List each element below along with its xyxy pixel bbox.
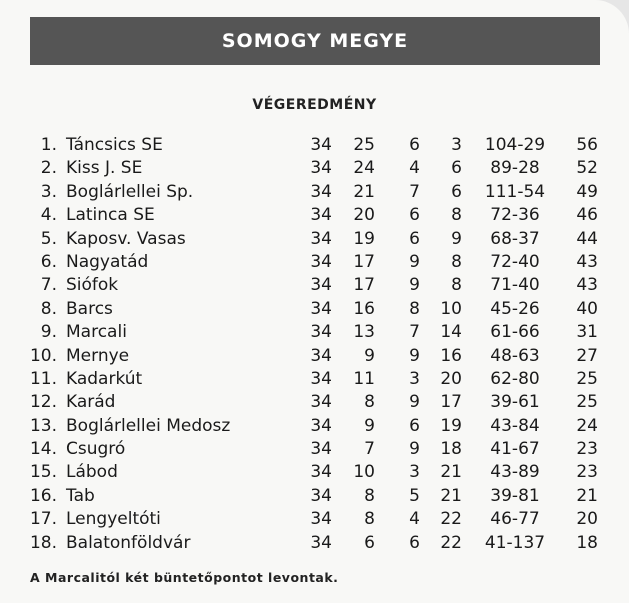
played-cell: 34 [310,485,332,506]
played-cell: 34 [310,532,332,553]
table-row [0,461,629,484]
page-title: SOMOGY MEGYE [221,30,409,52]
table-row [0,415,629,438]
team-name-cell: Csugró [66,439,126,460]
lost-cell: 6 [451,181,462,202]
drawn-cell: 9 [409,345,420,366]
table-row [0,321,629,344]
played-cell: 34 [310,205,332,226]
goals-cell: 45-26 [490,298,540,319]
played-cell: 34 [310,298,332,319]
won-cell: 8 [364,392,375,413]
drawn-cell: 5 [409,485,420,506]
played-cell: 34 [310,158,332,179]
table-row [0,508,629,531]
played-cell: 34 [310,251,332,272]
position-cell: 3. [40,181,57,202]
lost-cell: 3 [451,135,462,155]
lost-cell: 22 [440,509,462,530]
team-name-cell: Siófok [66,275,119,296]
goals-cell: 68-37 [490,228,540,249]
played-cell: 34 [310,368,332,389]
table-row [0,438,629,461]
lost-cell: 16 [440,345,462,366]
header-bar [30,17,600,65]
played-cell: 34 [310,392,332,413]
team-name-cell: Nagyatád [66,251,149,272]
points-cell: 27 [576,345,598,366]
won-cell: 9 [364,415,375,436]
points-cell: 31 [576,322,598,343]
position-cell: 8. [40,298,57,319]
won-cell: 8 [364,485,375,506]
team-name-cell: Lengyeltóti [66,509,161,530]
goals-cell: 41-137 [484,532,546,553]
table-row [0,532,629,555]
lost-cell: 9 [451,228,462,249]
drawn-cell: 6 [409,135,420,155]
won-cell: 17 [353,275,375,296]
lost-cell: 8 [451,251,462,272]
drawn-cell: 7 [409,322,420,343]
drawn-cell: 4 [409,509,420,530]
played-cell: 34 [310,135,332,155]
won-cell: 9 [364,345,375,366]
team-name-cell: Tab [66,485,95,506]
won-cell: 24 [353,158,375,179]
team-name-cell: Mernye [66,345,130,366]
points-cell: 56 [576,135,598,155]
lost-cell: 22 [440,532,462,553]
points-cell: 21 [576,485,598,506]
lost-cell: 8 [451,205,462,226]
played-cell: 34 [310,415,332,436]
table-row [0,228,629,251]
position-cell: 18. [29,532,57,553]
position-cell: 10. [29,345,57,366]
won-cell: 11 [353,368,375,389]
played-cell: 34 [310,462,332,483]
drawn-cell: 6 [409,532,420,553]
goals-cell: 43-84 [490,415,540,436]
played-cell: 34 [310,322,332,343]
position-cell: 4. [40,205,57,226]
team-name-cell: Kadarkút [66,368,143,389]
won-cell: 7 [364,439,375,460]
position-cell: 7. [40,275,57,296]
table-row [0,181,629,204]
goals-cell: 48-63 [490,345,540,366]
drawn-cell: 4 [409,158,420,179]
team-name-cell: Kiss J. SE [66,158,143,179]
drawn-cell: 9 [409,275,420,296]
goals-cell: 46-77 [490,509,540,530]
lost-cell: 17 [440,392,462,413]
points-cell: 49 [576,181,598,202]
table-row [0,368,629,391]
position-cell: 11. [29,368,57,389]
drawn-cell: 6 [409,228,420,249]
team-name-cell: Boglárlellei Medosz [66,415,231,436]
points-cell: 24 [576,415,598,436]
position-cell: 5. [40,228,57,249]
position-cell: 2. [40,158,57,179]
goals-cell: 89-28 [490,158,540,179]
points-cell: 25 [576,392,598,413]
table-row [0,485,629,508]
position-cell: 9. [40,322,57,343]
lost-cell: 10 [440,298,462,319]
lost-cell: 8 [451,275,462,296]
points-cell: 25 [576,368,598,389]
team-name-cell: Lábod [66,462,118,483]
played-cell: 34 [310,275,332,296]
points-cell: 18 [576,532,598,553]
table-row [0,274,629,297]
position-cell: 6. [40,251,57,272]
table-row [0,391,629,414]
lost-cell: 6 [451,158,462,179]
played-cell: 34 [310,345,332,366]
position-cell: 14. [29,439,57,460]
lost-cell: 21 [440,485,462,506]
goals-cell: 41-67 [490,439,540,460]
goals-cell: 104-29 [484,135,546,155]
played-cell: 34 [310,509,332,530]
standings-table [0,134,629,555]
table-row [0,204,629,227]
played-cell: 34 [310,181,332,202]
team-name-cell: Barcs [66,298,113,319]
drawn-cell: 3 [409,462,420,483]
points-cell: 46 [576,205,598,226]
goals-cell: 111-54 [484,181,546,202]
drawn-cell: 9 [409,439,420,460]
goals-cell: 62-80 [490,368,540,389]
won-cell: 25 [353,135,375,155]
team-name-cell: Kaposv. Vasas [66,228,186,249]
drawn-cell: 9 [409,392,420,413]
drawn-cell: 9 [409,251,420,272]
points-cell: 43 [576,275,598,296]
points-cell: 44 [576,228,598,249]
points-cell: 20 [576,509,598,530]
drawn-cell: 8 [409,298,420,319]
points-cell: 40 [576,298,598,319]
won-cell: 8 [364,509,375,530]
table-row [0,298,629,321]
position-cell: 12. [29,392,57,413]
position-cell: 17. [29,509,57,530]
lost-cell: 21 [440,462,462,483]
lost-cell: 18 [440,439,462,460]
points-cell: 23 [576,439,598,460]
lost-cell: 20 [440,368,462,389]
team-name-cell: Marcali [66,322,127,343]
position-cell: 13. [29,415,57,436]
won-cell: 19 [353,228,375,249]
won-cell: 16 [353,298,375,319]
goals-cell: 72-36 [490,205,540,226]
drawn-cell: 6 [409,415,420,436]
won-cell: 17 [353,251,375,272]
goals-cell: 72-40 [490,251,540,272]
played-cell: 34 [310,439,332,460]
drawn-cell: 3 [409,368,420,389]
drawn-cell: 7 [409,181,420,202]
table-row [0,134,629,157]
goals-cell: 71-40 [490,275,540,296]
played-cell: 34 [310,228,332,249]
position-cell: 15. [29,462,57,483]
table-subtitle: VÉGEREDMÉNY [252,97,377,113]
won-cell: 13 [353,322,375,343]
points-cell: 23 [576,462,598,483]
won-cell: 6 [364,532,375,553]
table-row [0,157,629,180]
footnote: A Marcalitól két büntetőpontot levontak. [30,570,339,585]
position-cell: 16. [29,485,57,506]
team-name-cell: Táncsics SE [66,135,163,155]
goals-cell: 39-81 [490,485,540,506]
lost-cell: 19 [440,415,462,436]
table-row [0,345,629,368]
goals-cell: 39-61 [490,392,540,413]
lost-cell: 14 [440,322,462,343]
points-cell: 52 [576,158,598,179]
goals-cell: 61-66 [490,322,540,343]
team-name-cell: Latinca SE [66,205,155,226]
won-cell: 21 [353,181,375,202]
table-row [0,251,629,274]
team-name-cell: Karád [66,392,116,413]
won-cell: 10 [353,462,375,483]
team-name-cell: Boglárlellei Sp. [66,181,194,202]
won-cell: 20 [353,205,375,226]
team-name-cell: Balatonföldvár [66,532,191,553]
position-cell: 1. [40,135,57,155]
points-cell: 43 [576,251,598,272]
drawn-cell: 6 [409,205,420,226]
goals-cell: 43-89 [490,462,540,483]
